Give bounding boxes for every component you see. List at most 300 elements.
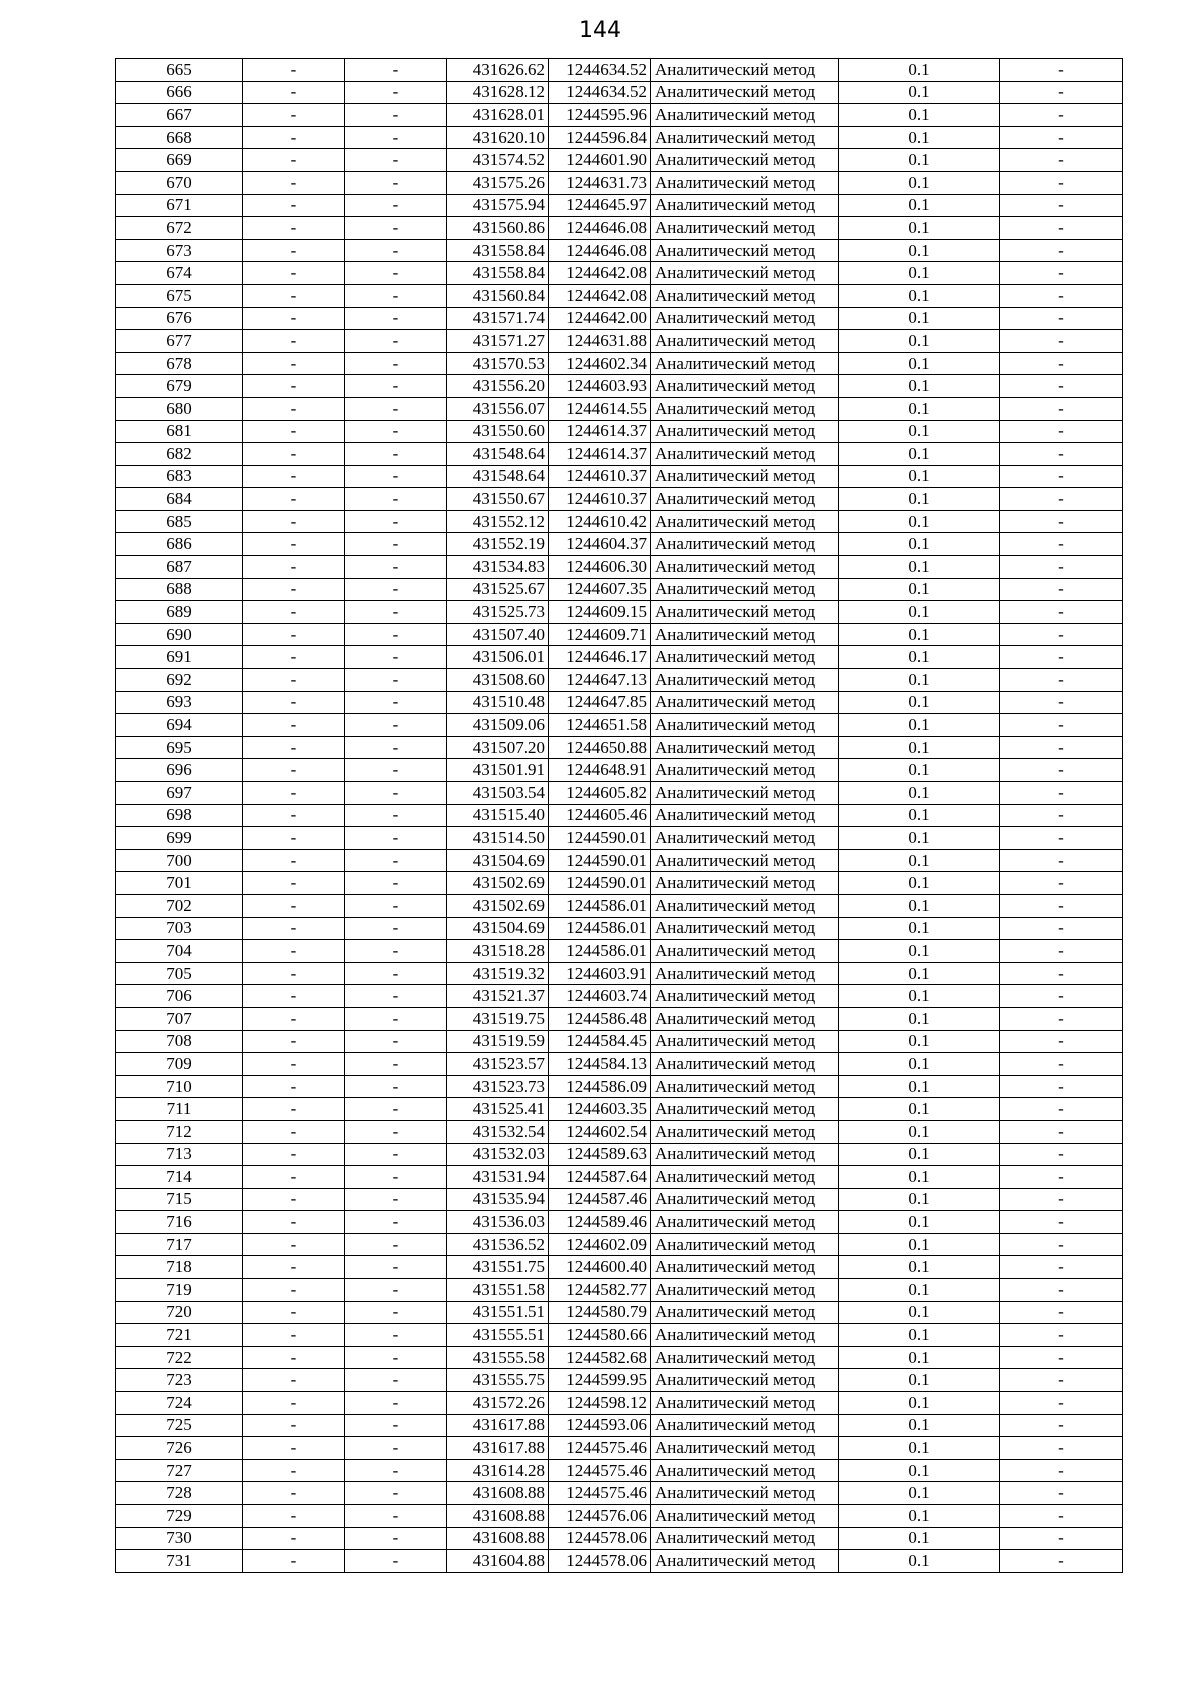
x-coordinate: 431536.52: [447, 1233, 549, 1256]
accuracy: 0.1: [839, 782, 1000, 805]
method: Аналитический метод: [651, 194, 839, 217]
cell-empty-1: -: [243, 894, 345, 917]
method: Аналитический метод: [651, 827, 839, 850]
point-number: 709: [116, 1053, 243, 1076]
y-coordinate: 1244587.64: [549, 1166, 651, 1189]
method: Аналитический метод: [651, 1075, 839, 1098]
point-number: 682: [116, 443, 243, 466]
x-coordinate: 431534.83: [447, 556, 549, 579]
x-coordinate: 431548.64: [447, 465, 549, 488]
accuracy: 0.1: [839, 578, 1000, 601]
table-row: [116, 217, 1123, 240]
cell-empty-3: -: [1000, 759, 1123, 782]
method: Аналитический метод: [651, 714, 839, 737]
method: Аналитический метод: [651, 1459, 839, 1482]
cell-empty-2: -: [345, 759, 447, 782]
cell-empty-1: -: [243, 1301, 345, 1324]
y-coordinate: 1244575.46: [549, 1459, 651, 1482]
y-coordinate: 1244614.37: [549, 443, 651, 466]
y-coordinate: 1244586.01: [549, 894, 651, 917]
x-coordinate: 431507.20: [447, 736, 549, 759]
table-row: [116, 307, 1123, 330]
x-coordinate: 431608.88: [447, 1505, 549, 1528]
cell-empty-2: -: [345, 510, 447, 533]
method: Аналитический метод: [651, 1030, 839, 1053]
y-coordinate: 1244599.95: [549, 1369, 651, 1392]
point-number: 718: [116, 1256, 243, 1279]
table-row: [116, 556, 1123, 579]
cell-empty-1: -: [243, 59, 345, 82]
x-coordinate: 431548.64: [447, 443, 549, 466]
y-coordinate: 1244647.85: [549, 691, 651, 714]
point-number: 686: [116, 533, 243, 556]
method: Аналитический метод: [651, 1053, 839, 1076]
x-coordinate: 431560.86: [447, 217, 549, 240]
cell-empty-2: -: [345, 1527, 447, 1550]
cell-empty-2: -: [345, 782, 447, 805]
table-row: [116, 1324, 1123, 1347]
cell-empty-1: -: [243, 1053, 345, 1076]
cell-empty-3: -: [1000, 1007, 1123, 1030]
table-row: [116, 1459, 1123, 1482]
x-coordinate: 431560.84: [447, 284, 549, 307]
table-row: [116, 1301, 1123, 1324]
cell-empty-3: -: [1000, 669, 1123, 692]
table-row: [116, 872, 1123, 895]
method: Аналитический метод: [651, 420, 839, 443]
accuracy: 0.1: [839, 872, 1000, 895]
y-coordinate: 1244600.40: [549, 1256, 651, 1279]
accuracy: 0.1: [839, 533, 1000, 556]
cell-empty-1: -: [243, 601, 345, 624]
point-number: 714: [116, 1166, 243, 1189]
cell-empty-3: -: [1000, 1392, 1123, 1415]
y-coordinate: 1244646.08: [549, 217, 651, 240]
y-coordinate: 1244603.35: [549, 1098, 651, 1121]
cell-empty-1: -: [243, 1256, 345, 1279]
table-row: [116, 578, 1123, 601]
point-number: 710: [116, 1075, 243, 1098]
x-coordinate: 431519.75: [447, 1007, 549, 1030]
y-coordinate: 1244642.08: [549, 262, 651, 285]
point-number: 689: [116, 601, 243, 624]
cell-empty-1: -: [243, 284, 345, 307]
x-coordinate: 431504.69: [447, 849, 549, 872]
cell-empty-2: -: [345, 669, 447, 692]
x-coordinate: 431525.73: [447, 601, 549, 624]
x-coordinate: 431531.94: [447, 1166, 549, 1189]
cell-empty-1: -: [243, 1143, 345, 1166]
cell-empty-3: -: [1000, 962, 1123, 985]
cell-empty-2: -: [345, 601, 447, 624]
cell-empty-2: -: [345, 262, 447, 285]
y-coordinate: 1244593.06: [549, 1414, 651, 1437]
y-coordinate: 1244607.35: [549, 578, 651, 601]
cell-empty-3: -: [1000, 1459, 1123, 1482]
accuracy: 0.1: [839, 1324, 1000, 1347]
method: Аналитический метод: [651, 1211, 839, 1234]
cell-empty-1: -: [243, 646, 345, 669]
point-number: 695: [116, 736, 243, 759]
y-coordinate: 1244614.55: [549, 397, 651, 420]
cell-empty-3: -: [1000, 872, 1123, 895]
cell-empty-3: -: [1000, 782, 1123, 805]
x-coordinate: 431515.40: [447, 804, 549, 827]
y-coordinate: 1244650.88: [549, 736, 651, 759]
accuracy: 0.1: [839, 1188, 1000, 1211]
cell-empty-2: -: [345, 533, 447, 556]
table-row: [116, 397, 1123, 420]
cell-empty-3: -: [1000, 352, 1123, 375]
cell-empty-1: -: [243, 420, 345, 443]
table-row: [116, 330, 1123, 353]
cell-empty-2: -: [345, 849, 447, 872]
cell-empty-1: -: [243, 104, 345, 127]
cell-empty-1: -: [243, 1075, 345, 1098]
point-number: 725: [116, 1414, 243, 1437]
cell-empty-1: -: [243, 1459, 345, 1482]
y-coordinate: 1244586.09: [549, 1075, 651, 1098]
accuracy: 0.1: [839, 1120, 1000, 1143]
method: Аналитический метод: [651, 81, 839, 104]
coordinates-table: [115, 58, 1123, 1573]
accuracy: 0.1: [839, 1392, 1000, 1415]
cell-empty-1: -: [243, 1030, 345, 1053]
point-number: 708: [116, 1030, 243, 1053]
point-number: 694: [116, 714, 243, 737]
method: Аналитический метод: [651, 126, 839, 149]
y-coordinate: 1244651.58: [549, 714, 651, 737]
accuracy: 0.1: [839, 104, 1000, 127]
x-coordinate: 431506.01: [447, 646, 549, 669]
point-number: 693: [116, 691, 243, 714]
table-row: [116, 646, 1123, 669]
method: Аналитический метод: [651, 962, 839, 985]
method: Аналитический метод: [651, 59, 839, 82]
method: Аналитический метод: [651, 533, 839, 556]
cell-empty-2: -: [345, 940, 447, 963]
cell-empty-3: -: [1000, 307, 1123, 330]
cell-empty-2: -: [345, 126, 447, 149]
point-number: 676: [116, 307, 243, 330]
table-row: [116, 1007, 1123, 1030]
x-coordinate: 431551.75: [447, 1256, 549, 1279]
cell-empty-1: -: [243, 917, 345, 940]
x-coordinate: 431508.60: [447, 669, 549, 692]
accuracy: 0.1: [839, 1459, 1000, 1482]
table-row: [116, 1211, 1123, 1234]
accuracy: 0.1: [839, 601, 1000, 624]
cell-empty-2: -: [345, 646, 447, 669]
table-row: [116, 985, 1123, 1008]
accuracy: 0.1: [839, 284, 1000, 307]
y-coordinate: 1244586.01: [549, 940, 651, 963]
point-number: 700: [116, 849, 243, 872]
point-number: 716: [116, 1211, 243, 1234]
x-coordinate: 431555.75: [447, 1369, 549, 1392]
point-number: 703: [116, 917, 243, 940]
accuracy: 0.1: [839, 827, 1000, 850]
cell-empty-2: -: [345, 104, 447, 127]
method: Аналитический метод: [651, 1550, 839, 1573]
x-coordinate: 431555.58: [447, 1346, 549, 1369]
table-row: [116, 940, 1123, 963]
accuracy: 0.1: [839, 1030, 1000, 1053]
accuracy: 0.1: [839, 126, 1000, 149]
accuracy: 0.1: [839, 1301, 1000, 1324]
accuracy: 0.1: [839, 623, 1000, 646]
method: Аналитический метод: [651, 1143, 839, 1166]
y-coordinate: 1244596.84: [549, 126, 651, 149]
point-number: 672: [116, 217, 243, 240]
cell-empty-1: -: [243, 443, 345, 466]
point-number: 668: [116, 126, 243, 149]
table-body: [116, 59, 1123, 1573]
table-row: [116, 691, 1123, 714]
y-coordinate: 1244582.68: [549, 1346, 651, 1369]
y-coordinate: 1244589.63: [549, 1143, 651, 1166]
cell-empty-2: -: [345, 1301, 447, 1324]
method: Аналитический метод: [651, 1007, 839, 1030]
cell-empty-3: -: [1000, 397, 1123, 420]
y-coordinate: 1244614.37: [549, 420, 651, 443]
method: Аналитический метод: [651, 917, 839, 940]
x-coordinate: 431628.12: [447, 81, 549, 104]
accuracy: 0.1: [839, 171, 1000, 194]
table-row: [116, 352, 1123, 375]
x-coordinate: 431556.20: [447, 375, 549, 398]
point-number: 730: [116, 1527, 243, 1550]
table-row: [116, 736, 1123, 759]
table-row: [116, 171, 1123, 194]
table-row: [116, 962, 1123, 985]
cell-empty-2: -: [345, 985, 447, 1008]
cell-empty-3: -: [1000, 1437, 1123, 1460]
cell-empty-2: -: [345, 239, 447, 262]
x-coordinate: 431510.48: [447, 691, 549, 714]
cell-empty-1: -: [243, 1233, 345, 1256]
x-coordinate: 431620.10: [447, 126, 549, 149]
point-number: 726: [116, 1437, 243, 1460]
method: Аналитический метод: [651, 510, 839, 533]
table-row: [116, 533, 1123, 556]
accuracy: 0.1: [839, 759, 1000, 782]
cell-empty-2: -: [345, 1256, 447, 1279]
cell-empty-3: -: [1000, 126, 1123, 149]
x-coordinate: 431502.69: [447, 872, 549, 895]
table-row: [116, 104, 1123, 127]
cell-empty-2: -: [345, 420, 447, 443]
cell-empty-2: -: [345, 1098, 447, 1121]
table-row: [116, 1030, 1123, 1053]
cell-empty-2: -: [345, 397, 447, 420]
x-coordinate: 431518.28: [447, 940, 549, 963]
cell-empty-2: -: [345, 307, 447, 330]
method: Аналитический метод: [651, 104, 839, 127]
cell-empty-3: -: [1000, 465, 1123, 488]
y-coordinate: 1244647.13: [549, 669, 651, 692]
cell-empty-1: -: [243, 1414, 345, 1437]
cell-empty-1: -: [243, 1324, 345, 1347]
y-coordinate: 1244589.46: [549, 1211, 651, 1234]
table-row: [116, 1166, 1123, 1189]
cell-empty-1: -: [243, 1527, 345, 1550]
method: Аналитический метод: [651, 465, 839, 488]
table-row: [116, 1527, 1123, 1550]
cell-empty-3: -: [1000, 1030, 1123, 1053]
x-coordinate: 431614.28: [447, 1459, 549, 1482]
accuracy: 0.1: [839, 1346, 1000, 1369]
y-coordinate: 1244648.91: [549, 759, 651, 782]
y-coordinate: 1244609.71: [549, 623, 651, 646]
cell-empty-3: -: [1000, 1098, 1123, 1121]
x-coordinate: 431550.67: [447, 488, 549, 511]
table-row: [116, 804, 1123, 827]
x-coordinate: 431575.94: [447, 194, 549, 217]
point-number: 721: [116, 1324, 243, 1347]
point-number: 712: [116, 1120, 243, 1143]
cell-empty-3: -: [1000, 556, 1123, 579]
point-number: 727: [116, 1459, 243, 1482]
x-coordinate: 431604.88: [447, 1550, 549, 1573]
cell-empty-3: -: [1000, 623, 1123, 646]
y-coordinate: 1244604.37: [549, 533, 651, 556]
cell-empty-3: -: [1000, 59, 1123, 82]
method: Аналитический метод: [651, 691, 839, 714]
cell-empty-3: -: [1000, 284, 1123, 307]
method: Аналитический метод: [651, 669, 839, 692]
y-coordinate: 1244610.37: [549, 465, 651, 488]
cell-empty-2: -: [345, 804, 447, 827]
cell-empty-2: -: [345, 375, 447, 398]
method: Аналитический метод: [651, 443, 839, 466]
cell-empty-2: -: [345, 330, 447, 353]
y-coordinate: 1244646.08: [549, 239, 651, 262]
point-number: 723: [116, 1369, 243, 1392]
table-row: [116, 917, 1123, 940]
accuracy: 0.1: [839, 691, 1000, 714]
x-coordinate: 431550.60: [447, 420, 549, 443]
cell-empty-1: -: [243, 1188, 345, 1211]
table-row: [116, 782, 1123, 805]
cell-empty-3: -: [1000, 1211, 1123, 1234]
cell-empty-1: -: [243, 171, 345, 194]
accuracy: 0.1: [839, 1075, 1000, 1098]
point-number: 701: [116, 872, 243, 895]
cell-empty-2: -: [345, 1120, 447, 1143]
point-number: 677: [116, 330, 243, 353]
cell-empty-3: -: [1000, 601, 1123, 624]
table-row: [116, 420, 1123, 443]
point-number: 674: [116, 262, 243, 285]
point-number: 669: [116, 149, 243, 172]
method: Аналитический метод: [651, 849, 839, 872]
accuracy: 0.1: [839, 1098, 1000, 1121]
method: Аналитический метод: [651, 1301, 839, 1324]
accuracy: 0.1: [839, 239, 1000, 262]
y-coordinate: 1244595.96: [549, 104, 651, 127]
table-row: [116, 126, 1123, 149]
table-row: [116, 1346, 1123, 1369]
table-row: [116, 623, 1123, 646]
cell-empty-3: -: [1000, 510, 1123, 533]
cell-empty-2: -: [345, 1166, 447, 1189]
point-number: 673: [116, 239, 243, 262]
cell-empty-3: -: [1000, 1143, 1123, 1166]
cell-empty-3: -: [1000, 1166, 1123, 1189]
table-row: [116, 465, 1123, 488]
point-number: 713: [116, 1143, 243, 1166]
method: Аналитический метод: [651, 1120, 839, 1143]
accuracy: 0.1: [839, 1437, 1000, 1460]
y-coordinate: 1244584.45: [549, 1030, 651, 1053]
table-row: [116, 284, 1123, 307]
method: Аналитический метод: [651, 1233, 839, 1256]
accuracy: 0.1: [839, 1550, 1000, 1573]
table-row: [116, 81, 1123, 104]
point-number: 690: [116, 623, 243, 646]
method: Аналитический метод: [651, 330, 839, 353]
y-coordinate: 1244590.01: [549, 872, 651, 895]
y-coordinate: 1244576.06: [549, 1505, 651, 1528]
y-coordinate: 1244575.46: [549, 1437, 651, 1460]
table-row: [116, 1279, 1123, 1302]
cell-empty-1: -: [243, 1279, 345, 1302]
y-coordinate: 1244610.37: [549, 488, 651, 511]
point-number: 697: [116, 782, 243, 805]
point-number: 687: [116, 556, 243, 579]
accuracy: 0.1: [839, 1527, 1000, 1550]
cell-empty-3: -: [1000, 81, 1123, 104]
table-row: [116, 894, 1123, 917]
table-row: [116, 1256, 1123, 1279]
cell-empty-2: -: [345, 714, 447, 737]
cell-empty-3: -: [1000, 1279, 1123, 1302]
cell-empty-1: -: [243, 1120, 345, 1143]
cell-empty-2: -: [345, 1143, 447, 1166]
accuracy: 0.1: [839, 985, 1000, 1008]
accuracy: 0.1: [839, 646, 1000, 669]
cell-empty-2: -: [345, 962, 447, 985]
point-number: 683: [116, 465, 243, 488]
cell-empty-2: -: [345, 1482, 447, 1505]
point-number: 711: [116, 1098, 243, 1121]
accuracy: 0.1: [839, 1369, 1000, 1392]
cell-empty-3: -: [1000, 104, 1123, 127]
accuracy: 0.1: [839, 488, 1000, 511]
point-number: 707: [116, 1007, 243, 1030]
accuracy: 0.1: [839, 804, 1000, 827]
table-row: [116, 759, 1123, 782]
x-coordinate: 431570.53: [447, 352, 549, 375]
x-coordinate: 431501.91: [447, 759, 549, 782]
cell-empty-2: -: [345, 171, 447, 194]
cell-empty-1: -: [243, 940, 345, 963]
cell-empty-2: -: [345, 1550, 447, 1573]
cell-empty-2: -: [345, 1324, 447, 1347]
cell-empty-2: -: [345, 352, 447, 375]
cell-empty-2: -: [345, 1346, 447, 1369]
table-row: [116, 1143, 1123, 1166]
y-coordinate: 1244587.46: [549, 1188, 651, 1211]
point-number: 717: [116, 1233, 243, 1256]
cell-empty-1: -: [243, 1166, 345, 1189]
y-coordinate: 1244575.46: [549, 1482, 651, 1505]
point-number: 699: [116, 827, 243, 850]
table-row: [116, 1053, 1123, 1076]
cell-empty-2: -: [345, 1414, 447, 1437]
point-number: 675: [116, 284, 243, 307]
